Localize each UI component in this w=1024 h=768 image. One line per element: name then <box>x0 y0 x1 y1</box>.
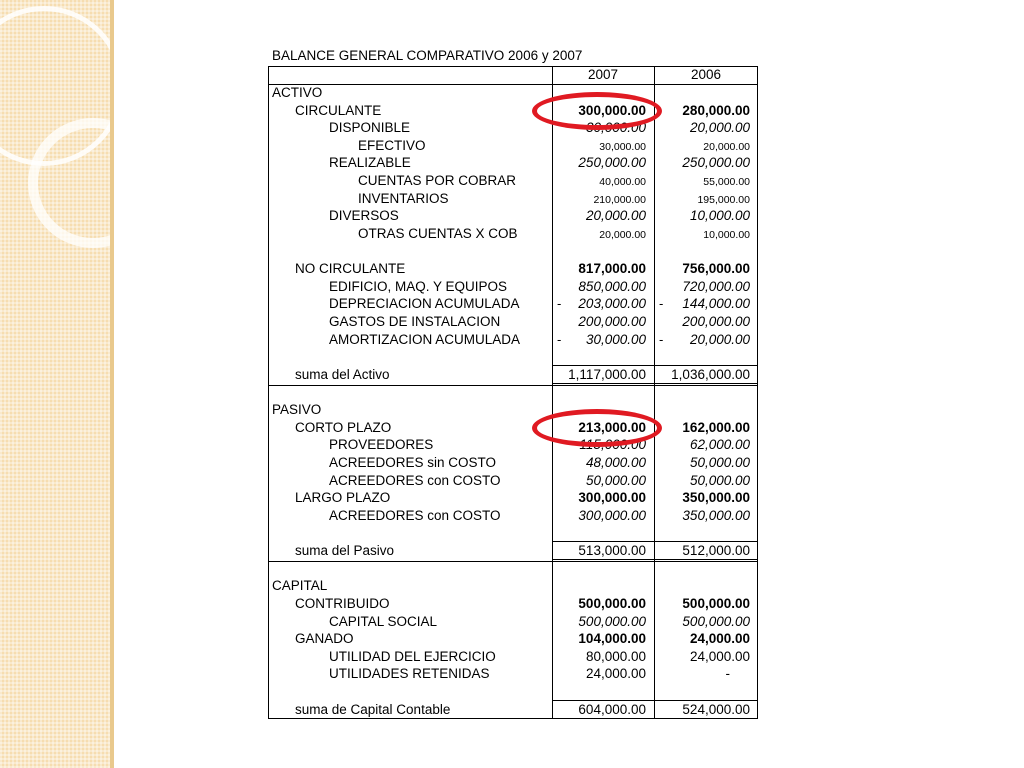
total-bottom-line <box>552 559 758 560</box>
row-value-2006: 62,000.00 <box>689 437 750 453</box>
highlight-corto-plazo <box>532 409 662 447</box>
row-value-2006: 720,000.00 <box>682 278 750 294</box>
row-label: UTILIDAD DEL EJERCICIO <box>329 648 496 664</box>
row-value-2007: 210,000.00 <box>593 193 646 206</box>
row-label: ACREEDORES sin COSTO <box>329 455 497 471</box>
column-header-2007: 2007 <box>587 67 619 82</box>
negative-sign: - <box>659 331 664 347</box>
row-value-2007: 513,000.00 <box>578 543 646 559</box>
highlight-circulante <box>532 92 662 130</box>
row-label: GANADO <box>295 631 354 647</box>
row-value-2006: 250,000.00 <box>682 155 750 171</box>
row-label: CIRCULANTE <box>295 102 382 118</box>
row-label: PASIVO <box>272 402 322 418</box>
decorative-side-panel <box>0 0 114 768</box>
header-divider <box>268 84 758 85</box>
sheet-title: BALANCE GENERAL COMPARATIVO 2006 y 2007 <box>272 48 583 63</box>
total-top-line <box>552 365 758 366</box>
row-label: GASTOS DE INSTALACION <box>329 314 501 330</box>
table-border-left <box>268 66 269 719</box>
row-value-2007: 104,000.00 <box>578 631 646 647</box>
row-label: CONTRIBUIDO <box>295 595 390 611</box>
row-value-2007: 20,000.00 <box>599 228 646 241</box>
row-value-2007: 24,000.00 <box>585 666 646 682</box>
row-value-2007: 500,000.00 <box>578 613 646 629</box>
negative-sign: - <box>557 331 562 347</box>
row-label: PROVEEDORES <box>329 437 434 453</box>
total-bottom-line <box>552 718 758 719</box>
row-value-2007: 1,117,000.00 <box>568 366 646 382</box>
row-value-2006: 280,000.00 <box>682 102 750 118</box>
row-value-2007: 200,000.00 <box>578 314 646 330</box>
row-label: INVENTARIOS <box>358 190 449 206</box>
row-value-2007: 850,000.00 <box>578 278 646 294</box>
row-label: UTILIDADES RETENIDAS <box>329 666 490 682</box>
row-value-2006: 756,000.00 <box>682 261 750 277</box>
row-value-2006: 10,000.00 <box>689 208 750 224</box>
row-label: suma de Capital Contable <box>295 701 451 717</box>
row-value-2007: 50,000.00 <box>585 472 646 488</box>
row-value-2006: 350,000.00 <box>682 490 750 506</box>
row-label: EFECTIVO <box>358 137 426 153</box>
negative-sign: - <box>659 296 664 312</box>
row-label: CORTO PLAZO <box>295 419 392 435</box>
row-label: DIVERSOS <box>329 208 399 224</box>
row-value-2007: 20,000.00 <box>585 208 646 224</box>
row-label: ACREEDORES con COSTO <box>329 507 501 523</box>
row-value-2006: 500,000.00 <box>682 595 750 611</box>
section-divider <box>268 561 758 562</box>
row-label: REALIZABLE <box>329 155 411 171</box>
row-label: OTRAS CUENTAS X COB <box>358 225 518 241</box>
row-value-2006: 24,000.00 <box>689 631 750 647</box>
row-value-2006: 512,000.00 <box>682 543 750 559</box>
row-label: ACREEDORES con COSTO <box>329 472 501 488</box>
row-value-2006: - <box>725 666 730 682</box>
row-value-2006: 350,000.00 <box>682 507 750 523</box>
column-header-2006: 2006 <box>690 67 722 82</box>
row-value-2006: 20,000.00 <box>689 331 750 347</box>
negative-sign: - <box>557 296 562 312</box>
row-value-2006: 524,000.00 <box>682 701 750 717</box>
row-value-2006: 50,000.00 <box>689 455 750 471</box>
row-value-2006: 55,000.00 <box>703 176 750 189</box>
row-value-2006: 10,000.00 <box>703 228 750 241</box>
row-label: AMORTIZACION ACUMULADA <box>329 331 521 347</box>
row-label: suma del Pasivo <box>295 543 395 559</box>
row-label: DEPRECIACION ACUMULADA <box>329 296 520 312</box>
row-value-2007: 30,000.00 <box>599 140 646 153</box>
row-value-2007: 250,000.00 <box>578 155 646 171</box>
section-divider <box>268 385 758 386</box>
row-label: EDIFICIO, MAQ. Y EQUIPOS <box>329 278 508 294</box>
row-value-2006: 162,000.00 <box>682 419 750 435</box>
row-label: CUENTAS POR COBRAR <box>358 173 517 189</box>
row-value-2006: 144,000.00 <box>682 296 750 312</box>
panel-edge <box>110 0 114 768</box>
row-label: NO CIRCULANTE <box>295 261 406 277</box>
row-value-2007: 300,000.00 <box>578 490 646 506</box>
row-value-2006: 195,000.00 <box>697 193 750 206</box>
row-label: LARGO PLAZO <box>295 490 391 506</box>
row-value-2007: 817,000.00 <box>578 261 646 277</box>
row-label: DISPONIBLE <box>329 120 411 136</box>
row-value-2007: 48,000.00 <box>585 455 646 471</box>
row-value-2007: 213,000.00 <box>578 419 646 435</box>
balance-sheet-table <box>268 66 758 719</box>
row-value-2006: 20,000.00 <box>703 140 750 153</box>
row-value-2007: 30,000.00 <box>585 120 646 136</box>
row-value-2007: 80,000.00 <box>585 648 646 664</box>
total-top-line <box>552 700 758 701</box>
row-value-2006: 1,036,000.00 <box>671 366 750 382</box>
row-label: ACTIVO <box>272 85 323 100</box>
row-value-2006: 50,000.00 <box>689 472 750 488</box>
row-label: suma del Activo <box>295 366 390 382</box>
row-label: CAPITAL SOCIAL <box>329 613 438 629</box>
row-value-2006: 24,000.00 <box>689 648 750 664</box>
row-value-2007: 500,000.00 <box>578 595 646 611</box>
row-value-2007: 30,000.00 <box>585 331 646 347</box>
table-border-right <box>757 66 758 719</box>
row-value-2007: 300,000.00 <box>578 102 646 118</box>
row-value-2007: 115,000.00 <box>579 437 646 453</box>
total-bottom-line <box>552 383 758 384</box>
row-value-2007: 300,000.00 <box>578 507 646 523</box>
row-value-2007: 40,000.00 <box>599 176 646 189</box>
row-value-2006: 500,000.00 <box>682 613 750 629</box>
row-value-2006: 20,000.00 <box>689 120 750 136</box>
row-label: CAPITAL <box>272 578 328 594</box>
row-value-2007: 203,000.00 <box>578 296 646 312</box>
row-value-2007: 604,000.00 <box>578 701 646 717</box>
row-value-2006: 200,000.00 <box>682 314 750 330</box>
total-top-line <box>552 541 758 542</box>
